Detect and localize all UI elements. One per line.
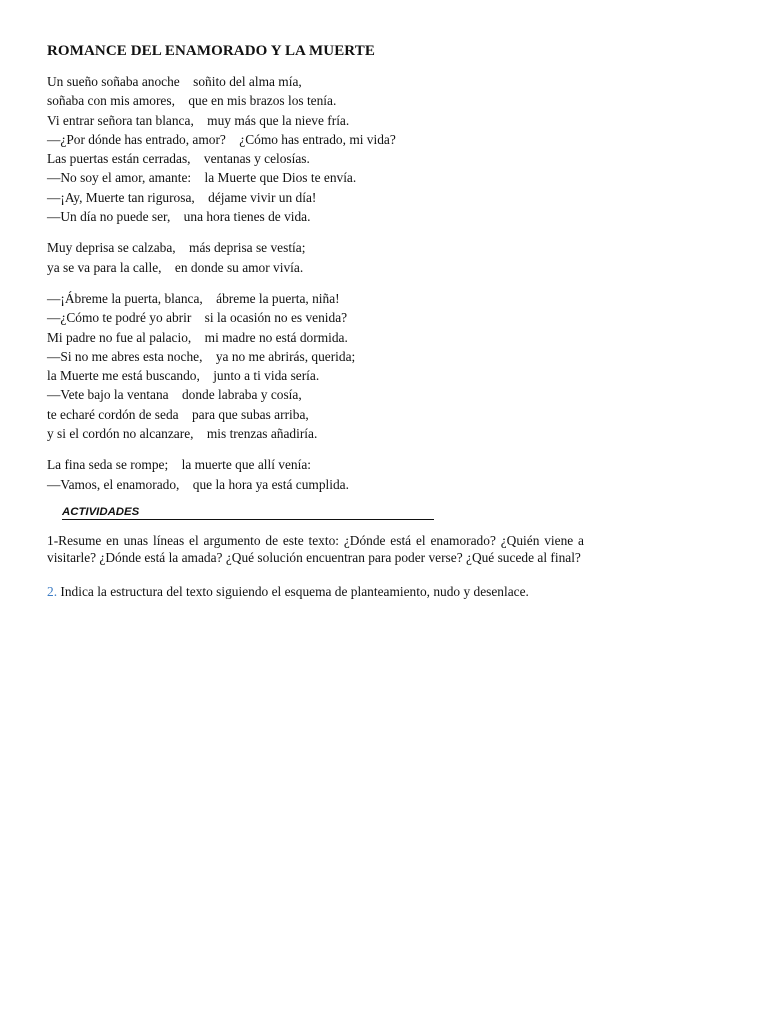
verse-line: —Vete bajo la ventana donde labraba y cosía, (47, 387, 302, 403)
verse-line: La fina seda se rompe; la muerte que allí venía: (47, 457, 311, 473)
verse-line: la Muerte me está buscando, junto a ti vida sería. (47, 368, 320, 384)
verse-line: te echaré cordón de seda para que subas arriba, (47, 406, 309, 422)
verse-line: —¡Ábreme la puerta, blanca, ábreme la puerta, niña! (47, 290, 340, 306)
verse-line: —¿Por dónde has entrado, amor? ¿Cómo has entrado, mi vida? (47, 131, 396, 147)
verse-line: Muy deprisa se calzaba, más deprisa se vestía; (47, 240, 306, 256)
activity-text: Indica la estructura del texto siguiendo el esquema de planteamiento, nudo y desenlace. (57, 583, 529, 599)
stanza-1 (47, 72, 584, 226)
verse-line: —No soy el amor, amante: la Muerte que Dios te envía. (47, 170, 357, 186)
activity-item-1 (47, 532, 584, 567)
verse-line: —¡Ay, Muerte tan rigurosa, déjame vivir un día! (47, 189, 317, 205)
verse-line: soñaba con mis amores, que en mis brazos los tenía. (47, 93, 337, 109)
stanza-3 (47, 289, 584, 443)
verse-line: —Un día no puede ser, una hora tienes de vida. (47, 209, 311, 225)
activity-number: 2. (47, 583, 58, 599)
poem-title: ROMANCE DEL ENAMORADO Y LA MUERTE (47, 43, 375, 59)
activities-heading: ACTIVIDADES (62, 506, 434, 520)
activity-item-2 (47, 583, 584, 601)
verse-line: —Si no me abres esta noche, ya no me abrirás, querida; (47, 348, 356, 364)
verse-line: Un sueño soñaba anoche soñito del alma mía, (47, 74, 302, 89)
stanza-2 (47, 238, 584, 277)
verse-line: Las puertas están cerradas, ventanas y celosías. (47, 151, 310, 167)
verse-line: ya se va para la calle, en donde su amor vivía. (47, 259, 304, 275)
activity-text: -Resume en unas líneas el argumento de este texto: ¿Dónde está el enamorado? ¿Quién viene a visitarle? ¿Dónde está la amada? ¿Qué solución encuentran para poder verse? ¿Qué sucede al final? (47, 532, 584, 566)
verse-line: —Vamos, el enamorado, que la hora ya está cumplida. (47, 476, 349, 492)
activity-number: 1 (47, 532, 54, 548)
verse-line: Vi entrar señora tan blanca, muy más que la nieve fría. (47, 112, 350, 128)
stanza-4 (47, 455, 584, 494)
verse-line: —¿Cómo te podré yo abrir si la ocasión no es venida? (47, 310, 348, 326)
document-page (47, 42, 584, 616)
verse-line: y si el cordón no alcanzare, mis trenzas añadiría. (47, 426, 318, 442)
verse-line: Mi padre no fue al palacio, mi madre no está dormida. (47, 329, 348, 345)
